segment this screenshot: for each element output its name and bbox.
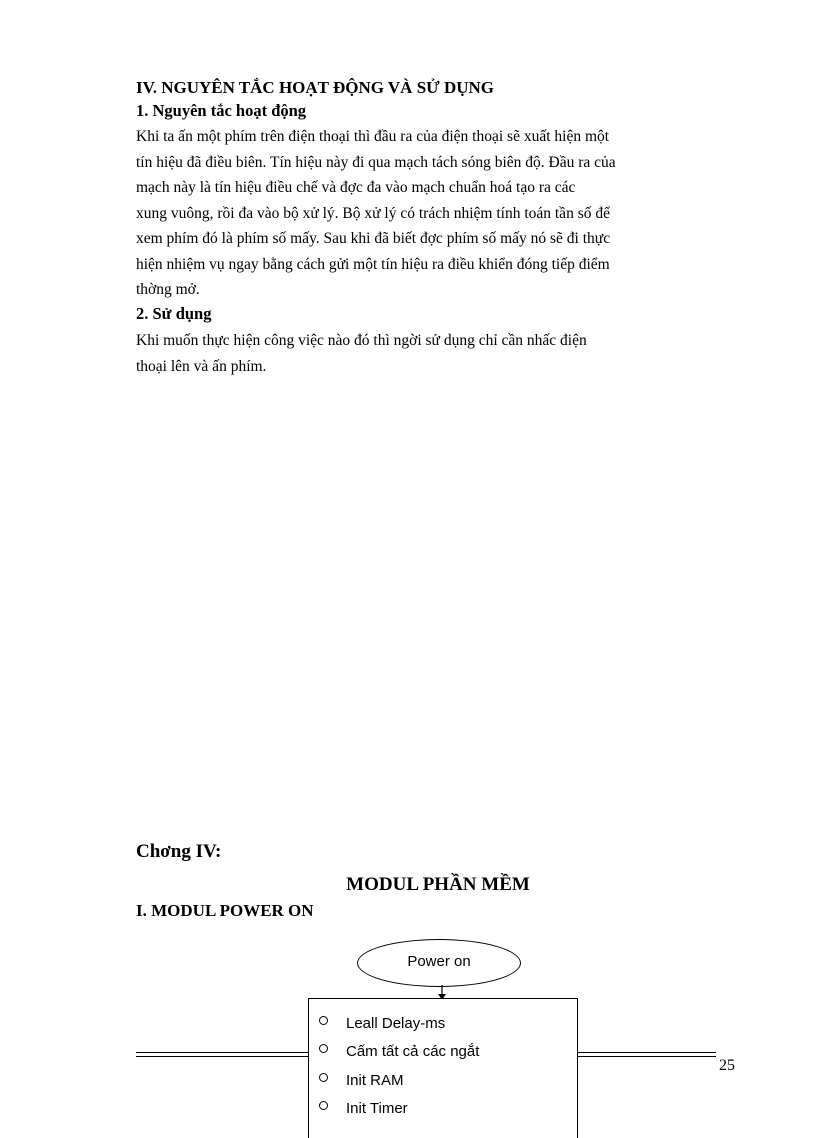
modul-power-on-heading: I. MODUL POWER ON: [136, 901, 314, 920]
flowchart-start-oval: [357, 939, 521, 987]
paragraph-line: Khi muốn thực hiện công việc nào đó thì ngời sử dụng chỉ cần nhấc điện: [136, 332, 587, 349]
subsection-2-heading: 2. Sử dụng: [136, 304, 212, 323]
subsection-1-paragraph: [136, 124, 738, 303]
paragraph-line: hiện nhiệm vụ ngay bằng cách gửi một tín hiệu ra điều khiển đóng tiếp điểm: [136, 255, 610, 273]
paragraph-line: Khi ta ấn một phím trên điện thoại thì đầu ra của điện thoại sẽ xuất hiện một: [136, 128, 610, 145]
subsection-2-paragraph: [136, 328, 738, 379]
flowchart-start-label: Power on: [407, 953, 471, 970]
circle-bullet-icon: [319, 1044, 328, 1053]
paragraph-line: xem phím đó là phím số mấy. Sau khi đã biết đợc phím số mấy nó sẽ đi thực: [136, 230, 611, 247]
chapter-title: MODUL PHẦN MỀM: [346, 874, 530, 895]
flowchart-list-item: Cấm tất cả các ngắt: [319, 1043, 479, 1060]
circle-bullet-icon: [319, 1073, 328, 1082]
section-iv-heading: IV. NGUYÊN TẮC HOẠT ĐỘNG VÀ SỬ DỤNG: [136, 78, 494, 97]
flowchart-list-item: Leall Delay-ms: [319, 1015, 445, 1032]
paragraph-line: thờng mở.: [136, 281, 200, 298]
page-number: 25: [719, 1057, 735, 1074]
paragraph-line: xung vuông, rồi đa vào bộ xử lý. Bộ xử lý có trách nhiệm tính toán tần số để: [136, 204, 610, 222]
paragraph-line: mạch này là tín hiệu điều chế và đợc đa vào mạch chuẩn hoá tạo ra các: [136, 179, 576, 196]
flowchart-list-item: Init RAM: [319, 1072, 404, 1089]
circle-bullet-icon: [319, 1016, 328, 1025]
paragraph-line: thoại lên và ấn phím.: [136, 357, 267, 375]
subsection-1-heading: 1. Nguyên tắc hoạt động: [136, 101, 307, 120]
flowchart-list-item: Init Timer: [319, 1100, 408, 1117]
chapter-label: Chơng IV:: [136, 841, 222, 862]
paragraph-line: tín hiệu đã điều biên. Tín hiệu này đi qua mạch tách sóng biên độ. Đầu ra của: [136, 153, 616, 171]
circle-bullet-icon: [319, 1101, 328, 1110]
flowchart-process-box: [308, 998, 578, 1138]
